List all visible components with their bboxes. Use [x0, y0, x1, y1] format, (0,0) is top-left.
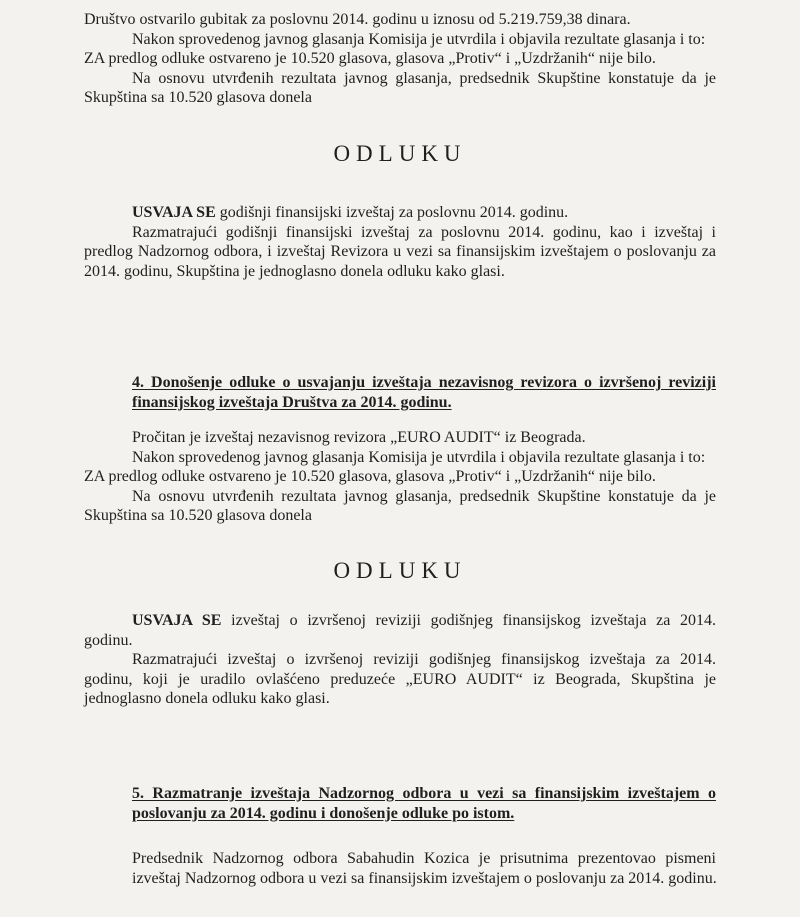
decision-paragraph-2: [84, 611, 716, 709]
text-line: ZA predlog odluke ostvareno je 10.520 glasova, glasova „Protiv“ i „Uzdržanih“ nije bilo.: [84, 50, 656, 67]
decision-paragraph-1: [84, 203, 716, 281]
text-line: Društvo ostvarilo gubitak za poslovnu 2014. godinu u iznosu od 5.219.759,38 dinara.: [84, 11, 631, 28]
section-title-line: poslovanju za 2014. godinu i donošenje odluke po istom.: [132, 804, 515, 822]
decision-heading-2: ODLUKU: [333, 558, 467, 583]
text-line: godinu, koji je uradilo ovlašćeno preduzeće „EURO AUDIT“ iz Beograda, Skupština je: [84, 670, 716, 688]
voting-result-paragraph-1: [84, 10, 716, 108]
section-5-title: [84, 784, 716, 823]
text-line: predlog Nadzornog odbora, i izveštaj Revizora u vezi sa finansijskim izveštajem o poslovanju za: [84, 243, 716, 260]
text-line: godinu.: [84, 631, 133, 649]
text-line: Razmatrajući godišnji finansijski izveštaj za poslovnu 2014. godinu, kao i izveštaj i: [132, 223, 716, 241]
text-line: Pročitan je izveštaj nezavisnog revizora „EURO AUDIT“ iz Beograda.: [132, 429, 586, 446]
text-line: Nakon sprovedenog javnog glasanja Komisija je utvrdila i objavila rezultate glasanja i to:: [132, 448, 706, 466]
section-title-line: finansijskog izveštaja Društva za 2014. godinu.: [132, 393, 452, 411]
text-line: Skupština sa 10.520 glasova donela: [84, 89, 312, 106]
text-line: Skupština sa 10.520 glasova donela: [84, 507, 312, 524]
section-title-line: 4. Donošenje odluke o usvajanju izveštaja nezavisnog revizora o izvršenoj reviziji: [132, 374, 716, 391]
supervisory-board-paragraph: [84, 849, 716, 888]
text-line: jednoglasno donela odluku kako glasi.: [84, 690, 330, 707]
decision-heading-1: ODLUKU: [333, 141, 467, 166]
text-line: Razmatrajući izveštaj o izvršenoj reviziji godišnjeg finansijskog izveštaja za 2014.: [132, 651, 716, 668]
decision-text: izveštaj o izvršenoj reviziji godišnjeg finansijskog izveštaja za 2014.: [221, 612, 717, 629]
text-line: Na osnovu utvrđenih rezultata javnog glasanja, predsednik Skupštine konstatuje da je: [132, 487, 716, 505]
decision-keyword: USVAJA SE: [132, 612, 222, 629]
decision-text: godišnji finansijski izveštaj za poslovnu 2014. godinu.: [215, 204, 569, 221]
decision-keyword: USVAJA SE: [132, 204, 216, 221]
decision-line: [84, 611, 716, 631]
text-line: ZA predlog odluke ostvareno je 10.520 glasova, glasova „Protiv“ i „Uzdržanih“ nije bilo.: [84, 468, 656, 485]
decision-line: [84, 203, 716, 223]
text-line: izveštaj Nadzornog odbora u vezi sa finansijskim izveštajem o poslovanju za 2014. godinu.: [132, 869, 717, 887]
text-line: Na osnovu utvrđenih rezultata javnog glasanja, predsednik Skupštine konstatuje da je: [132, 69, 716, 87]
section-title-line: 5. Razmatranje izveštaja Nadzornog odbora u vezi sa finansijskim izveštajem o: [132, 785, 716, 802]
text-line: Nakon sprovedenog javnog glasanja Komisija je utvrdila i objavila rezultate glasanja i to:: [132, 30, 706, 48]
text-line: 2014. godinu, Skupština je jednoglasno donela odluku kako glasi.: [84, 262, 505, 280]
section-4-title: [84, 373, 716, 412]
voting-result-paragraph-2: [84, 428, 716, 526]
text-line: Predsednik Nadzornog odbora Sabahudin Kozica je prisutnima prezentovao pismeni: [132, 850, 716, 867]
